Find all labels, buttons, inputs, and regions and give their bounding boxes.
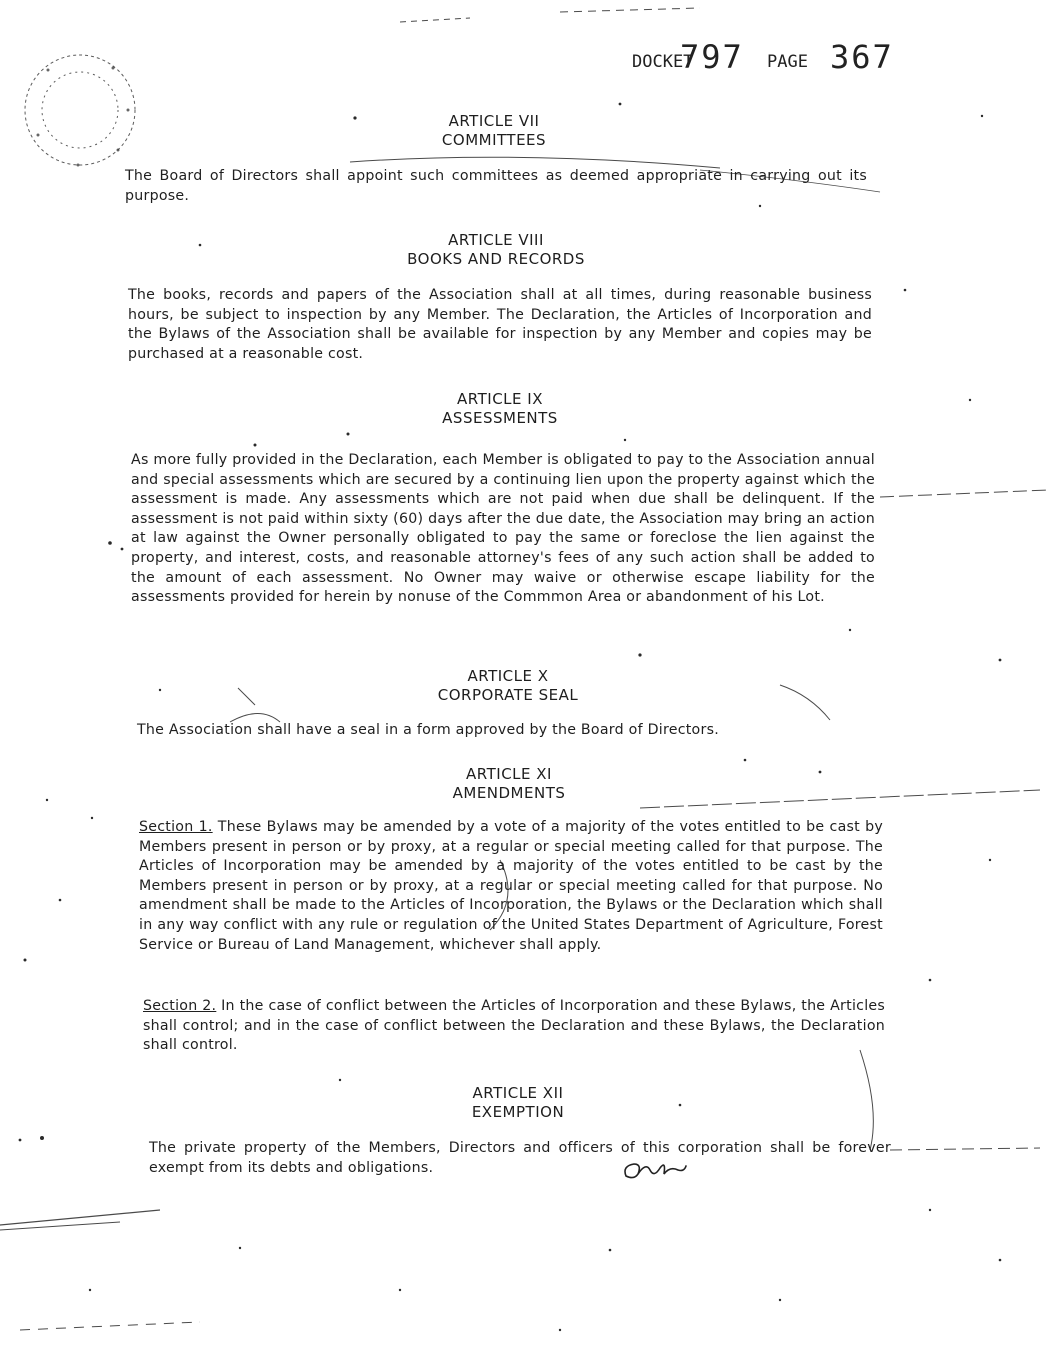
article-xii-paragraph [149,1139,891,1178]
paragraph-text: In the case of conflict between the Articles of Incorporation and these Bylaws, the Articles shall control; and in the case of conflict between the Declaration and these Bylaws, the Declaration shall control. [143,998,885,1054]
paragraph-text: The Board of Directors shall appoint such committees as deemed appropriate in carrying out its purpose. [125,168,867,204]
corporate-seal-stamp [18,40,148,180]
article-ix-heading [290,390,710,428]
article-viii-paragraph [128,286,872,364]
article-subtitle: BOOKS AND RECORDS [407,250,585,268]
article-vii-heading [284,112,704,150]
article-xi-section-1 [139,818,883,955]
handwritten-initials [620,1156,692,1184]
article-xi-heading [299,765,719,803]
paragraph-text: The books, records and papers of the Association shall at all times, during reasonable business hours, be subject to inspection by any Member. The Declaration, the Articles of Incorporation and the Bylaws of the Association shall be available for inspection by any Member and copies may be purchased at a reasonable cost. [128,287,872,362]
paragraph-text: The Association shall have a seal in a form approved by the Board of Directors. [137,722,719,738]
article-xii-heading [308,1084,728,1122]
docket-stamp [632,38,912,78]
article-ix-paragraph [131,451,875,608]
article-subtitle: CORPORATE SEAL [437,686,579,704]
article-xi-section-2 [143,997,885,1056]
article-viii-heading [286,231,706,269]
article-vii-paragraph [125,167,867,206]
article-title: ARTICLE VIII [448,231,544,249]
article-subtitle: ASSESSMENTS [442,409,558,427]
docket-number: 797 [680,38,744,76]
article-subtitle: COMMITTEES [441,131,547,149]
section-label: Section 2. [143,998,217,1014]
article-subtitle: AMENDMENTS [452,784,566,802]
article-title: ARTICLE IX [457,390,543,408]
article-x-paragraph [137,721,877,741]
section-label: Section 1. [139,819,213,835]
article-title: ARTICLE XI [466,765,552,783]
article-subtitle: EXEMPTION [471,1103,565,1121]
article-title: ARTICLE XII [472,1084,564,1102]
page-number: 367 [830,38,894,76]
paragraph-text: As more fully provided in the Declaration, each Member is obligated to pay to the Association annual and special assessments which are secured by a continuing lien upon the property against which the assessment is made. Any assessments which are not paid when due shall be delinquent. If the assessment is not paid within sixty (60) days after the due date, the Association may bring an action at law against the Owner personally obligated to pay the same or foreclose the lien against the property, and interest, costs, and reasonable attorney's fees of any such action shall be added to the amount of each assessment. No Owner may waive or otherwise escape liability for the assessments provided for herein by nonuse of the Commmon Area or abandonment of his Lot. [131,452,875,606]
paragraph-text: The private property of the Members, Directors and officers of this corporation shall be forever exempt from its debts and obligations. [149,1140,891,1176]
article-x-heading [298,667,718,705]
page-label: PAGE [767,52,808,72]
docket-label: DOCKET [632,52,694,72]
article-title: ARTICLE VII [448,112,540,130]
paragraph-text: These Bylaws may be amended by a vote of a majority of the votes entitled to be cast by Members present in person or by proxy, at a regular or special meeting called for that purpose. The Articles of Incorporation may be amended by a majority of the votes entitled to be cast by the Members present in person or by proxy, at a regular or special meeting called for that purpose. No amendment shall be made to the Articles of Incorporation, the Bylaws or the Declaration which shall in any way conflict with any rule or regulation of the United States Department of Agriculture, Forest Service or Bureau of Land Management, whichever shall apply. [139,819,883,953]
article-title: ARTICLE X [467,667,549,685]
